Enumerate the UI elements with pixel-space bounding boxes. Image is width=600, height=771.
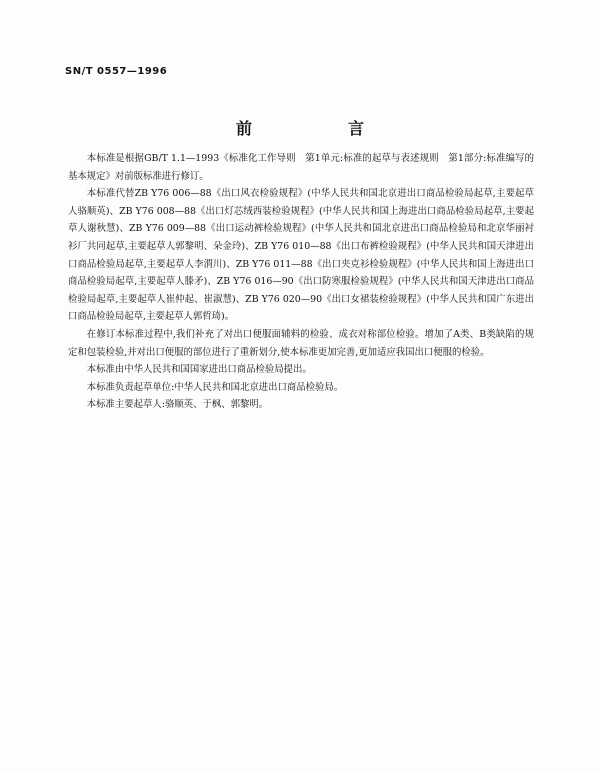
paragraph-revision: 在修订本标准过程中,我们补充了对出口便服面辅料的检验、成衣对称部位检验。增加了A类、B类缺陷的规定和包装检验,并对出口便服的部位进行了重新划分,使本标准更加完善,更加适应我国出口便服的检验。 bbox=[68, 328, 534, 358]
page-title: 前 言 bbox=[235, 119, 404, 138]
paragraph-drafting-unit: 本标准负责起草单位:中华人民共和国北京进出口商品检验局。 bbox=[86, 381, 344, 393]
paragraph-proposer: 本标准由中华人民共和国国家进出口商品检验局提出。 bbox=[86, 364, 312, 376]
paragraph-basis: 本标准是根据GB/T 1.1—1993《标准化工作导则 第1单元:标准的起草与表述规则 第1部分:标准编写的基本规定》对前版标准进行修订。 bbox=[68, 153, 534, 182]
paragraph-replaces: 本标准代替ZB Y76 006—88《出口风衣检验规程》(中华人民共和国北京进出口商品检验局起草,主要起草人骆顺英)、ZB Y76 008—88《出口灯芯绒西装检验规程》(中华人民共和国上海进出口商品检验局起草,主要起草人谢秋慧)、ZB Y76 009—88《出口运动裤检验规程》(中华人民共和国北京进出口商品检验局和北京华丽衬衫厂共同起草,主要起草人郭黎明、朵金玲)、ZB Y76 010—88《出口布裤检验规程》(中华人民共和国天津进出口商品检验局起草,主要起草人李渭川)、ZB Y76 011—88《出口夹克衫检验规程》(中华人民共和国上海进出口商品检验局起草,主要起草人滕矛)、ZB Y76 016—90《出口防寒服检验规程》(中华人民共和国天津进出口商品检验局起草,主要起草人崔仲起、崔淑慧)、ZB Y76 020—90《出口女裙装检验规程》(中华人民共和国广东进出口商品检验局起草,主要起草人郭哲琦)。 bbox=[68, 188, 534, 323]
standard-code: SN/T 0557—1996 bbox=[65, 66, 168, 77]
document-body bbox=[68, 150, 534, 414]
paragraph-drafters: 本标准主要起草人:骆顺英、于枫、郭黎明。 bbox=[86, 399, 269, 411]
